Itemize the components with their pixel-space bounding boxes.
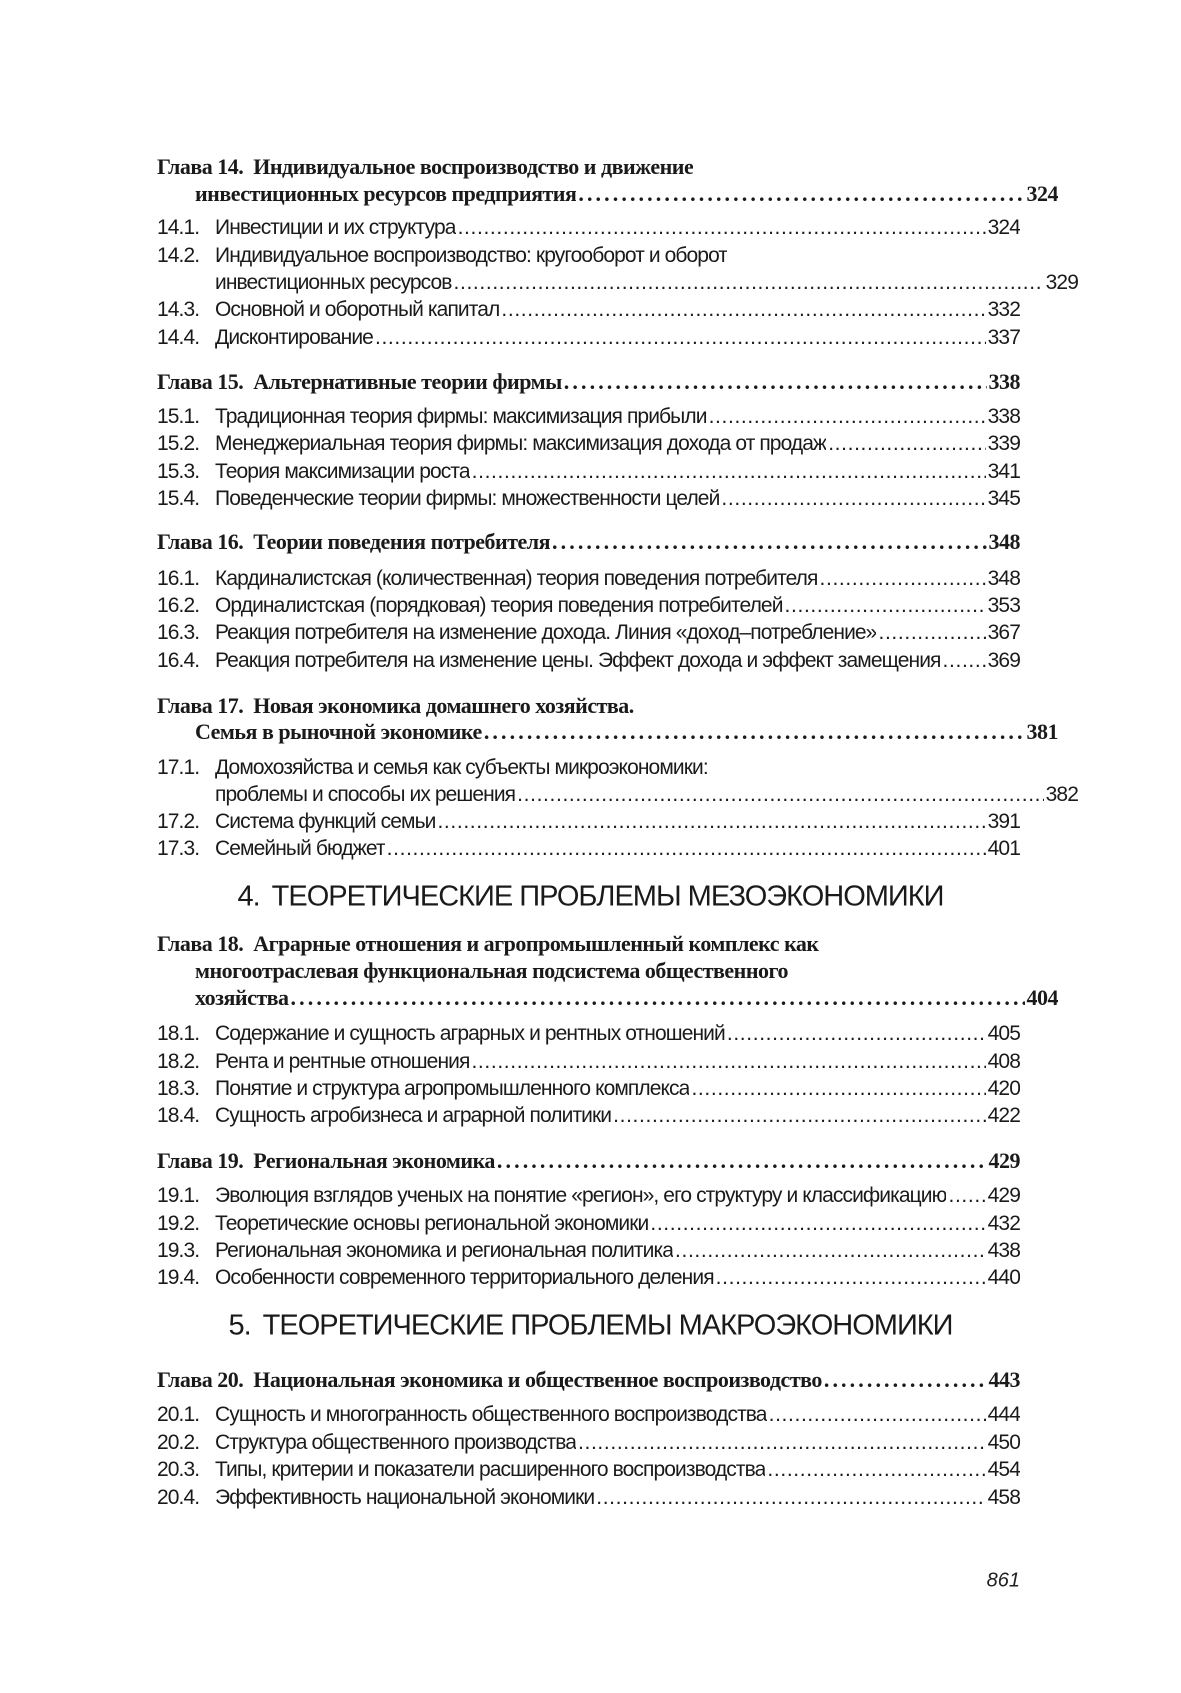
chapter-label: Глава 17. xyxy=(157,693,244,718)
entry-title-cont: проблемы и способы их решения xyxy=(215,783,516,806)
entry-title: Типы, критерии и показатели расширенного воспроизводства xyxy=(215,1458,766,1481)
dot-leader xyxy=(769,1403,986,1427)
chapter-label: Глава 20. xyxy=(157,1367,244,1392)
toc-entry-16-3[interactable] xyxy=(157,621,1020,645)
entry-title: Структура общественного производства xyxy=(215,1431,576,1454)
dot-leader xyxy=(472,460,986,484)
toc-entry-15-2[interactable] xyxy=(157,432,1020,456)
dot-leader xyxy=(437,810,985,834)
dot-leader xyxy=(721,487,985,511)
toc-entry-18-4[interactable] xyxy=(157,1104,1020,1128)
dot-leader xyxy=(878,621,985,645)
chapter-label: Глава 19. xyxy=(157,1148,244,1173)
page-ref: 440 xyxy=(987,1266,1020,1289)
chapter-17-heading-cont[interactable] xyxy=(157,719,1058,745)
page-ref: 381 xyxy=(1026,719,1058,744)
entry-title: Традиционная теория фирмы: максимизация прибыли xyxy=(215,405,707,428)
chapter-title: Альтернативные теории фирмы xyxy=(253,369,562,394)
toc-entry-18-3[interactable] xyxy=(157,1077,1020,1101)
page-ref: 391 xyxy=(987,810,1020,833)
entry-number: 17.3. xyxy=(157,837,200,860)
dot-leader xyxy=(564,369,987,395)
toc-entry-20-3[interactable] xyxy=(157,1458,1020,1482)
dot-leader xyxy=(375,326,986,350)
entry-number: 19.1. xyxy=(157,1184,200,1207)
toc-entry-20-2[interactable] xyxy=(157,1431,1020,1455)
page-ref: 454 xyxy=(987,1458,1020,1481)
chapter-title-cont: инвестиционных ресурсов предприятия xyxy=(195,181,577,206)
page-ref: 408 xyxy=(987,1050,1020,1073)
chapter-18-heading[interactable] xyxy=(157,931,1020,957)
entry-number: 15.3. xyxy=(157,460,200,483)
chapter-16-heading[interactable] xyxy=(157,529,1020,555)
entry-title: Содержание и сущность аграрных и рентных отношений xyxy=(215,1022,725,1045)
toc-entry-18-1[interactable] xyxy=(157,1022,1020,1046)
toc-entry-19-2[interactable] xyxy=(157,1212,1020,1236)
toc-entry-20-1[interactable] xyxy=(157,1403,1020,1427)
page-ref: 348 xyxy=(988,529,1020,554)
chapter-label: Глава 14. xyxy=(157,154,244,179)
toc-entry-16-4[interactable] xyxy=(157,649,1020,673)
page-ref: 444 xyxy=(987,1403,1020,1426)
dot-leader xyxy=(517,783,1044,807)
entry-title: Система функций семьи xyxy=(215,810,436,833)
dot-leader xyxy=(613,1104,986,1128)
toc-entry-14-2-cont[interactable] xyxy=(157,271,1078,295)
dot-leader xyxy=(454,271,1044,295)
dot-leader xyxy=(820,567,986,591)
page-ref: 324 xyxy=(987,216,1020,239)
entry-number: 17.1. xyxy=(157,756,200,779)
chapter-label: Глава 15. xyxy=(157,369,244,394)
entry-title: Дисконтирование xyxy=(215,326,373,349)
chapter-title-cont: многоотраслевая функциональная подсистема общественного xyxy=(195,958,788,983)
toc-entry-19-4[interactable] xyxy=(157,1266,1020,1290)
entry-title: Понятие и структура агропромышленного комплекса xyxy=(215,1077,690,1100)
dot-leader xyxy=(691,1077,985,1101)
entry-title: Особенности современного территориального деления xyxy=(215,1266,714,1289)
dot-leader xyxy=(948,1184,985,1208)
dot-leader xyxy=(578,1431,986,1455)
chapter-19-heading[interactable] xyxy=(157,1148,1020,1174)
dot-leader xyxy=(552,529,986,555)
entry-number: 18.2. xyxy=(157,1050,200,1073)
chapter-title-cont: Семья в рыночной экономике xyxy=(195,719,482,744)
section-number: 5. xyxy=(228,1309,251,1342)
page-number: 861 xyxy=(986,1569,1020,1592)
dot-leader xyxy=(291,985,1025,1011)
dot-leader xyxy=(727,1022,986,1046)
entry-title: Поведенческие теории фирмы: множественности целей xyxy=(215,487,720,510)
section-5-heading xyxy=(0,1310,1181,1343)
dot-leader xyxy=(484,719,1025,745)
page-ref: 369 xyxy=(987,649,1020,672)
dot-leader xyxy=(596,1486,985,1510)
entry-title: Семейный бюджет xyxy=(215,837,385,860)
entry-title: Эффективность национальной экономики xyxy=(215,1486,595,1509)
entry-title: Теоретические основы региональной экономики xyxy=(215,1212,649,1235)
toc-entry-17-1-cont[interactable] xyxy=(157,783,1078,807)
page-ref: 443 xyxy=(988,1367,1020,1392)
entry-title: Инвестиции и их структура xyxy=(215,216,456,239)
page-ref: 324 xyxy=(1026,181,1058,206)
entry-title: Реакция потребителя на изменение цены. Эффект дохода и эффект замещения xyxy=(215,649,941,672)
toc-entry-20-4[interactable] xyxy=(157,1486,1020,1510)
page-ref: 405 xyxy=(987,1022,1020,1045)
entry-number: 18.3. xyxy=(157,1077,200,1100)
entry-title: Теория максимизации роста xyxy=(215,460,470,483)
entry-title: Рента и рентные отношения xyxy=(215,1050,470,1073)
entry-title: Реакция потребителя на изменение дохода. Линия «доход–потребление» xyxy=(215,621,877,644)
dot-leader xyxy=(943,649,986,673)
page-ref: 401 xyxy=(987,837,1020,860)
dot-leader xyxy=(387,837,986,861)
page-ref: 458 xyxy=(987,1486,1020,1509)
chapter-20-heading[interactable] xyxy=(157,1367,1020,1393)
toc-entry-14-2[interactable] xyxy=(157,244,1020,268)
entry-number: 15.2. xyxy=(157,432,200,455)
chapter-14-heading[interactable] xyxy=(157,154,1020,180)
chapter-title: Теории поведения потребителя xyxy=(253,529,551,554)
toc-entry-16-1[interactable] xyxy=(157,567,1020,591)
dot-leader xyxy=(767,1458,985,1482)
toc-entry-14-3[interactable] xyxy=(157,298,1020,322)
entry-number: 16.2. xyxy=(157,594,200,617)
page-ref: 420 xyxy=(987,1077,1020,1100)
page-ref: 450 xyxy=(987,1431,1020,1454)
entry-number: 17.2. xyxy=(157,810,200,833)
entry-title: Основной и оборотный капитал xyxy=(215,298,500,321)
entry-title: Индивидуальное воспроизводство: кругооборот и оборот xyxy=(215,244,728,267)
toc-entry-15-4[interactable] xyxy=(157,487,1020,511)
entry-number: 20.2. xyxy=(157,1431,200,1454)
dot-leader xyxy=(785,594,986,618)
page-ref: 338 xyxy=(987,405,1020,428)
page-ref: 338 xyxy=(988,369,1020,394)
entry-number: 14.4. xyxy=(157,326,200,349)
entry-number: 16.1. xyxy=(157,567,200,590)
dot-leader xyxy=(828,432,985,456)
chapter-label: Глава 18. xyxy=(157,931,244,956)
entry-title-cont: инвестиционных ресурсов xyxy=(215,271,452,294)
page-ref: 353 xyxy=(987,594,1020,617)
entry-title: Менеджериальная теория фирмы: максимизация дохода от продаж xyxy=(215,432,827,455)
page-ref: 341 xyxy=(987,460,1020,483)
entry-title: Ординалистская (порядковая) теория поведения потребителей xyxy=(215,594,783,617)
entry-number: 19.4. xyxy=(157,1266,200,1289)
chapter-title: Новая экономика домашнего хозяйства. xyxy=(253,693,634,718)
page-ref: 339 xyxy=(987,432,1020,455)
chapter-15-heading[interactable] xyxy=(157,369,1020,395)
entry-number: 19.3. xyxy=(157,1239,200,1262)
toc-entry-17-2[interactable] xyxy=(157,810,1020,834)
toc-entry-14-1[interactable] xyxy=(157,216,1020,240)
section-4-heading xyxy=(0,881,1181,914)
entry-number: 16.3. xyxy=(157,621,200,644)
entry-number: 20.1. xyxy=(157,1403,200,1426)
chapter-17-heading[interactable] xyxy=(157,693,1020,719)
entry-number: 20.3. xyxy=(157,1458,200,1481)
dot-leader xyxy=(471,1050,985,1074)
chapter-14-heading-cont[interactable] xyxy=(157,181,1058,207)
page-ref: 429 xyxy=(988,1148,1020,1173)
dot-leader xyxy=(716,1266,986,1290)
chapter-18-heading-cont-1[interactable] xyxy=(157,958,1058,984)
page-ref: 432 xyxy=(987,1212,1020,1235)
page-ref: 422 xyxy=(987,1104,1020,1127)
toc-entry-18-2[interactable] xyxy=(157,1050,1020,1074)
toc-entry-19-1[interactable] xyxy=(157,1184,1020,1208)
entry-number: 20.4. xyxy=(157,1486,200,1509)
page-ref: 429 xyxy=(987,1184,1020,1207)
entry-number: 14.1. xyxy=(157,216,200,239)
chapter-title: Индивидуальное воспроизводство и движение xyxy=(253,154,694,179)
page-ref: 404 xyxy=(1026,985,1058,1010)
toc-entry-15-1[interactable] xyxy=(157,405,1020,429)
entry-number: 15.1. xyxy=(157,405,200,428)
page-ref: 345 xyxy=(987,487,1020,510)
section-number: 4. xyxy=(237,880,260,913)
page-ref: 438 xyxy=(987,1239,1020,1262)
entry-number: 14.2. xyxy=(157,244,200,267)
entry-title: Региональная экономика и региональная политика xyxy=(215,1239,674,1262)
entry-number: 16.4. xyxy=(157,649,200,672)
toc-entry-17-3[interactable] xyxy=(157,837,1020,861)
section-title: ТЕОРЕТИЧЕСКИЕ ПРОБЛЕМЫ МЕЗОЭКОНОМИКИ xyxy=(271,880,944,913)
entry-number: 18.4. xyxy=(157,1104,200,1127)
entry-title: Сущность и многогранность общественного воспроизводства xyxy=(215,1403,767,1426)
chapter-title-cont: хозяйства xyxy=(195,985,289,1010)
dot-leader xyxy=(501,298,985,322)
page-ref: 382 xyxy=(1045,783,1078,806)
dot-leader xyxy=(650,1212,985,1236)
page-ref: 337 xyxy=(987,326,1020,349)
entry-title: Домохозяйства и семья как субъекты микроэкономики: xyxy=(215,756,708,779)
dot-leader xyxy=(709,405,986,429)
entry-title: Эволюция взглядов ученых на понятие «регион», его структуру и классификацию xyxy=(215,1184,947,1207)
entry-number: 19.2. xyxy=(157,1212,200,1235)
toc-entry-17-1[interactable] xyxy=(157,756,1020,780)
entry-number: 14.3. xyxy=(157,298,200,321)
entry-number: 18.1. xyxy=(157,1022,200,1045)
entry-number: 15.4. xyxy=(157,487,200,510)
toc-entry-14-4[interactable] xyxy=(157,326,1020,350)
entry-title: Сущность агробизнеса и аграрной политики xyxy=(215,1104,612,1127)
chapter-label: Глава 16. xyxy=(157,529,244,554)
dot-leader xyxy=(458,216,986,240)
dot-leader xyxy=(578,181,1024,207)
chapter-title: Аграрные отношения и агропромышленный комплекс как xyxy=(253,931,819,956)
section-title: ТЕОРЕТИЧЕСКИЕ ПРОБЛЕМЫ МАКРОЭКОНОМИКИ xyxy=(262,1309,953,1342)
toc-entry-16-2[interactable] xyxy=(157,594,1020,618)
page-ref: 329 xyxy=(1045,271,1078,294)
chapter-title: Региональная экономика xyxy=(253,1148,495,1173)
dot-leader xyxy=(824,1367,987,1393)
page-ref: 348 xyxy=(987,567,1020,590)
chapter-title: Национальная экономика и общественное воспроизводство xyxy=(253,1367,822,1392)
dot-leader xyxy=(497,1148,987,1174)
toc-entry-15-3[interactable] xyxy=(157,460,1020,484)
page-ref: 367 xyxy=(987,621,1020,644)
page-ref: 332 xyxy=(987,298,1020,321)
entry-title: Кардиналистская (количественная) теория поведения потребителя xyxy=(215,567,818,590)
chapter-18-heading-cont-2[interactable] xyxy=(157,985,1058,1011)
dot-leader xyxy=(675,1239,986,1263)
toc-entry-19-3[interactable] xyxy=(157,1239,1020,1263)
